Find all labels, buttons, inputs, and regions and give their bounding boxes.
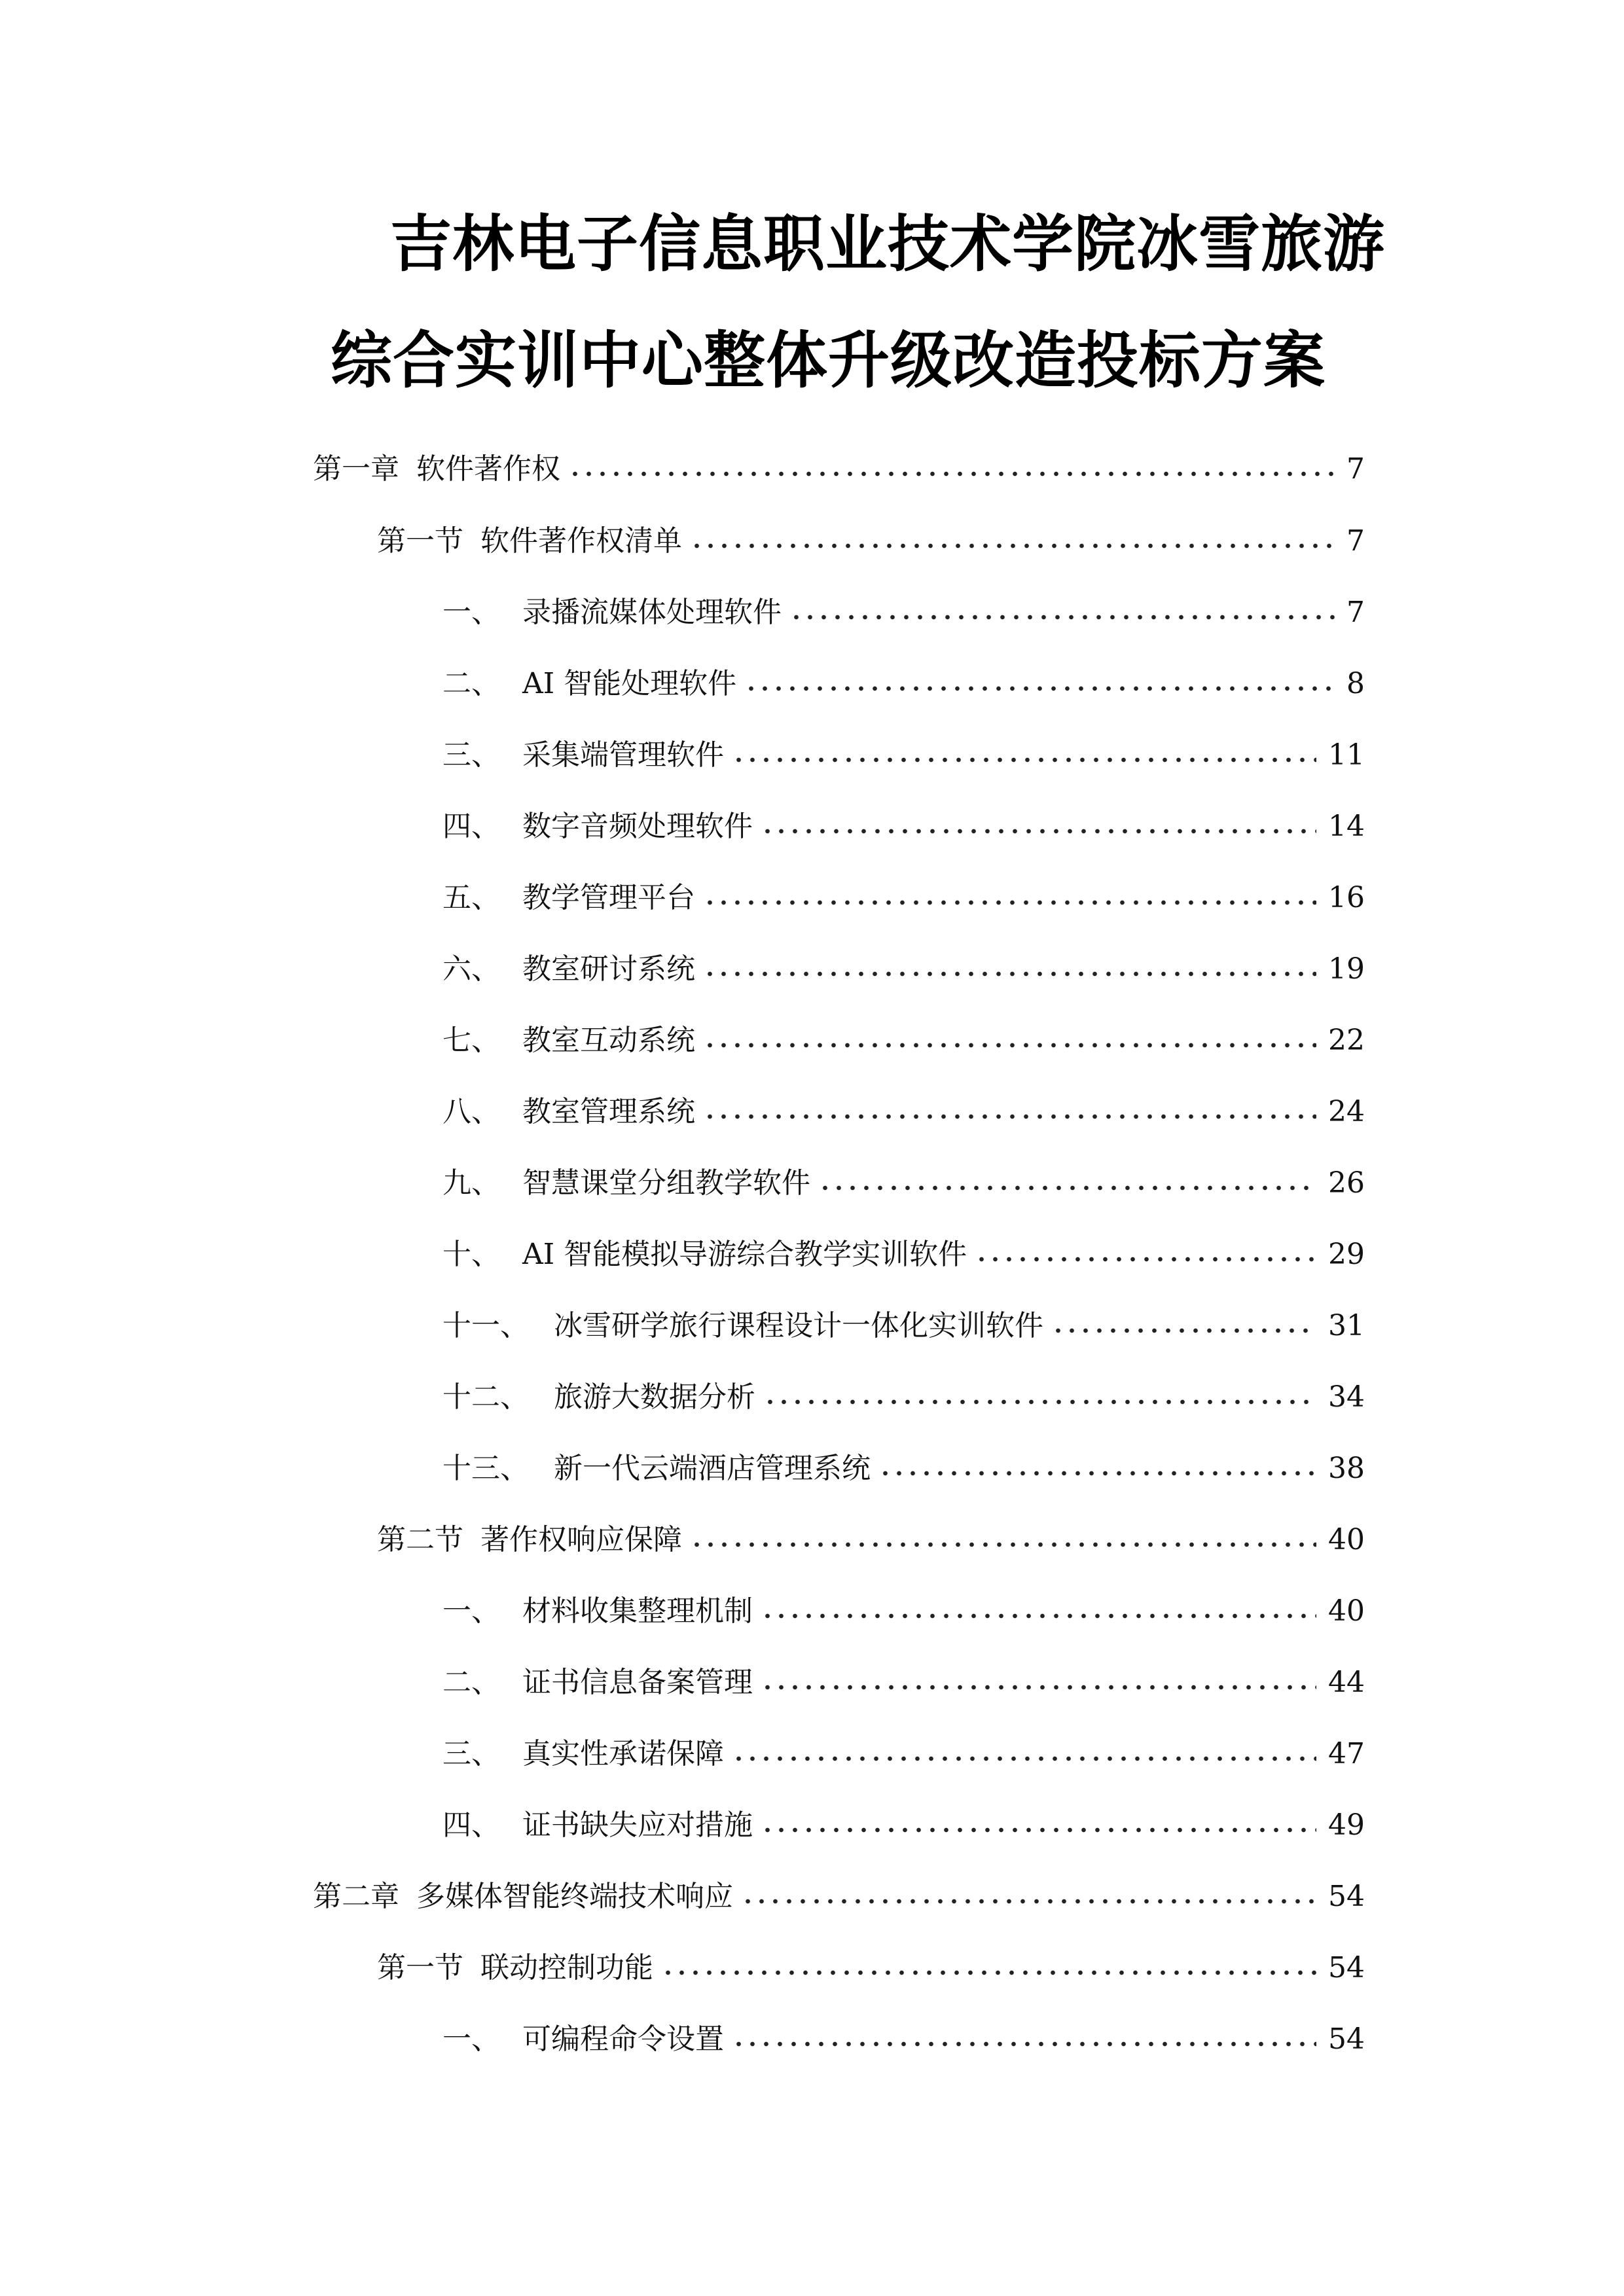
toc-dot-leader — [761, 1683, 1316, 1691]
toc-dot-leader — [732, 756, 1316, 764]
toc-entry-title: 多媒体智能终端技术响应 — [416, 1880, 733, 1913]
toc-dot-leader — [732, 1755, 1316, 1763]
toc-entry-title: 证书信息备案管理 — [522, 1666, 753, 1699]
toc-entry-item[interactable] — [442, 593, 1365, 632]
toc-entry-title: 材料收集整理机制 — [522, 1594, 753, 1628]
toc-entry-page: 7 — [1346, 452, 1365, 486]
toc-dot-leader — [703, 899, 1316, 906]
toc-entry-number: 十二、 — [442, 1380, 529, 1414]
toc-dot-leader — [763, 1398, 1316, 1406]
toc-entry-page: 22 — [1328, 1024, 1365, 1057]
toc-entry-item[interactable] — [442, 664, 1365, 704]
document-title-line-1: 吉林电子信息职业技术学院冰雪旅游 — [390, 209, 1386, 280]
toc-entry-section-2-1[interactable] — [377, 1948, 1365, 1988]
toc-dot-leader — [703, 1041, 1316, 1049]
toc-dot-leader — [690, 1541, 1316, 1549]
toc-entry-number: 一、 — [442, 2022, 500, 2056]
toc-entry-item[interactable] — [442, 1235, 1365, 1274]
toc-entry-title: 新一代云端酒店管理系统 — [554, 1452, 871, 1485]
toc-entry-number: 一、 — [442, 1594, 500, 1628]
toc-entry-title: 著作权响应保障 — [480, 1523, 682, 1556]
toc-dot-leader — [732, 2040, 1316, 2048]
toc-entry-title: 可编程命令设置 — [522, 2022, 724, 2056]
toc-entry-section-1-2[interactable] — [377, 1520, 1365, 1560]
toc-entry-number: 十三、 — [442, 1452, 529, 1485]
toc-dot-leader — [818, 1184, 1316, 1192]
toc-entry-number: 十一、 — [442, 1309, 529, 1342]
toc-entry-number: 四、 — [442, 1808, 500, 1842]
toc-entry-item[interactable] — [442, 1021, 1365, 1060]
toc-dot-leader — [744, 685, 1335, 692]
toc-entry-page: 7 — [1346, 524, 1365, 558]
toc-entry-section-1-1[interactable] — [377, 522, 1365, 561]
toc-entry-page: 7 — [1346, 596, 1365, 629]
toc-entry-item[interactable] — [442, 1663, 1365, 1702]
toc-entry-page: 54 — [1328, 1951, 1365, 1984]
toc-entry-page: 34 — [1328, 1380, 1365, 1414]
toc-dot-leader — [568, 470, 1335, 478]
toc-entry-number: 五、 — [442, 881, 500, 914]
toc-dot-leader — [703, 1113, 1316, 1121]
toc-dot-leader — [741, 1897, 1316, 1905]
toc-dot-leader — [661, 1969, 1316, 1977]
toc-entry-number: 十、 — [442, 1238, 500, 1271]
toc-entry-number: 八、 — [442, 1095, 500, 1128]
toc-entry-number: 三、 — [442, 738, 500, 772]
toc-entry-page: 26 — [1328, 1166, 1365, 1200]
toc-entry-number: 一、 — [442, 596, 500, 629]
toc-entry-page: 8 — [1346, 667, 1365, 700]
toc-entry-page: 24 — [1328, 1095, 1365, 1128]
toc-entry-number: 第一节 — [377, 1951, 463, 1984]
toc-entry-page: 29 — [1328, 1238, 1365, 1271]
toc-dot-leader — [690, 542, 1335, 550]
toc-entry-number: 二、 — [442, 667, 500, 700]
toc-entry-number: 九、 — [442, 1166, 500, 1200]
toc-entry-item[interactable] — [442, 1378, 1365, 1417]
toc-entry-item[interactable] — [442, 1449, 1365, 1488]
toc-entry-page: 44 — [1328, 1666, 1365, 1699]
toc-entry-item[interactable] — [442, 2020, 1365, 2059]
toc-dot-leader — [703, 970, 1316, 978]
toc-entry-page: 54 — [1328, 2022, 1365, 2056]
toc-entry-page: 38 — [1328, 1452, 1365, 1485]
toc-entry-item[interactable] — [442, 1164, 1365, 1203]
toc-entry-title: 录播流媒体处理软件 — [522, 596, 782, 629]
toc-dot-leader — [1051, 1327, 1316, 1335]
toc-entry-number: 第一章 — [313, 452, 399, 486]
toc-dot-leader — [878, 1469, 1316, 1477]
toc-entry-title: 软件著作权 — [416, 452, 560, 486]
toc-entry-page: 19 — [1328, 952, 1365, 986]
toc-dot-leader — [975, 1255, 1316, 1263]
toc-entry-page: 31 — [1328, 1309, 1365, 1342]
toc-entry-item[interactable] — [442, 1592, 1365, 1631]
toc-entry-page: 40 — [1328, 1523, 1365, 1556]
toc-entry-chapter-1[interactable] — [313, 450, 1365, 489]
toc-entry-title: 教室研讨系统 — [522, 952, 695, 986]
toc-entry-page: 40 — [1328, 1594, 1365, 1628]
toc-entry-item[interactable] — [442, 878, 1365, 918]
toc-entry-number: 第一节 — [377, 524, 463, 558]
toc-entry-number: 三、 — [442, 1737, 500, 1770]
toc-entry-number: 四、 — [442, 810, 500, 843]
toc-dot-leader — [789, 613, 1335, 621]
toc-dot-leader — [761, 1826, 1316, 1834]
toc-entry-number: 第二章 — [313, 1880, 399, 1913]
document-title-line-2: 综合实训中心整体升级改造投标方案 — [331, 325, 1326, 397]
toc-entry-title: 教学管理平台 — [522, 881, 695, 914]
toc-entry-title: 冰雪研学旅行课程设计一体化实训软件 — [554, 1309, 1043, 1342]
toc-entry-title: 软件著作权清单 — [480, 524, 682, 558]
toc-entry-page: 11 — [1328, 738, 1365, 772]
toc-entry-title: 旅游大数据分析 — [554, 1380, 755, 1414]
toc-entry-chapter-2[interactable] — [313, 1877, 1365, 1916]
toc-entry-title: AI 智能处理软件 — [522, 667, 737, 700]
toc-entry-page: 14 — [1328, 810, 1365, 843]
toc-dot-leader — [761, 827, 1316, 835]
toc-entry-title: 教室管理系统 — [522, 1095, 695, 1128]
toc-entry-title: 真实性承诺保障 — [522, 1737, 724, 1770]
toc-entry-number: 七、 — [442, 1024, 500, 1057]
toc-entry-item[interactable] — [442, 1734, 1365, 1774]
toc-entry-title: AI 智能模拟导游综合教学实训软件 — [522, 1238, 967, 1271]
toc-entry-title: 证书缺失应对措施 — [522, 1808, 753, 1842]
toc-entry-title: 联动控制功能 — [480, 1951, 653, 1984]
toc-entry-page: 47 — [1328, 1737, 1365, 1770]
toc-entry-item[interactable] — [442, 950, 1365, 989]
toc-entry-item[interactable] — [442, 1306, 1365, 1346]
toc-entry-item[interactable] — [442, 1806, 1365, 1845]
toc-entry-title: 数字音频处理软件 — [522, 810, 753, 843]
toc-entry-item[interactable] — [442, 807, 1365, 846]
toc-entry-title: 智慧课堂分组教学软件 — [522, 1166, 810, 1200]
toc-entry-title: 采集端管理软件 — [522, 738, 724, 772]
toc-entry-number: 六、 — [442, 952, 500, 986]
toc-entry-item[interactable] — [442, 1092, 1365, 1132]
toc-entry-page: 49 — [1328, 1808, 1365, 1842]
toc-entry-page: 54 — [1328, 1880, 1365, 1913]
toc-entry-title: 教室互动系统 — [522, 1024, 695, 1057]
toc-entry-page: 16 — [1328, 881, 1365, 914]
toc-entry-item[interactable] — [442, 736, 1365, 775]
toc-entry-number: 二、 — [442, 1666, 500, 1699]
toc-entry-number: 第二节 — [377, 1523, 463, 1556]
toc-dot-leader — [761, 1612, 1316, 1620]
